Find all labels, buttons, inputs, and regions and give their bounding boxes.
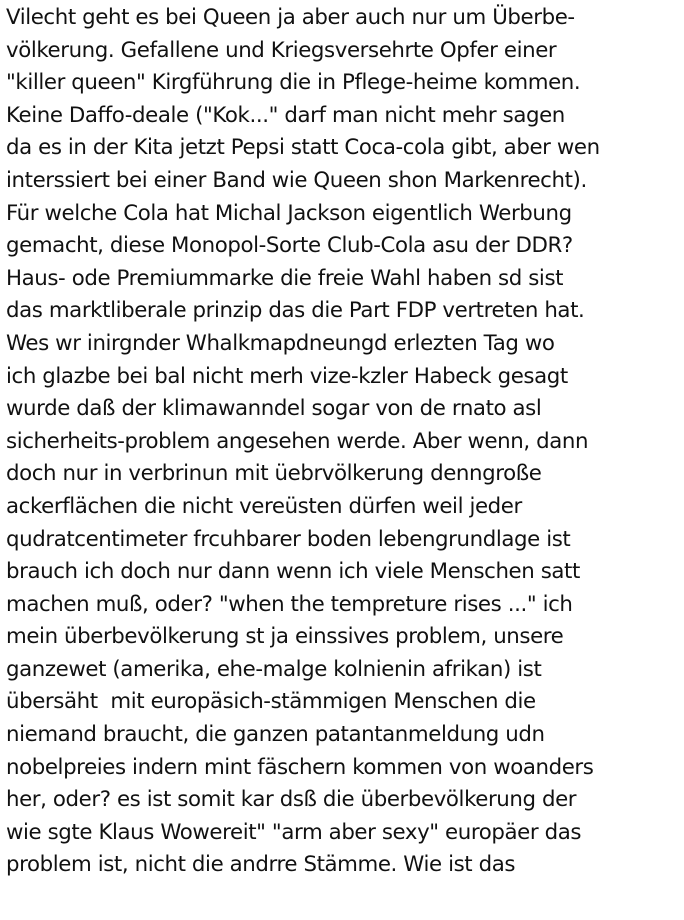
text-line: sicherheits-problem angesehen werde. Aber wenn, dann xyxy=(6,428,589,454)
text-line: her, oder? es ist somit kar dsß die überbevölkerung der xyxy=(6,787,577,813)
text-line: da es in der Kita jetzt Pepsi statt Coca-cola gibt, aber wen xyxy=(6,135,600,161)
text-line: gemacht, diese Monopol-Sorte Club-Cola asu der DDR? xyxy=(6,233,573,259)
text-line: Wes wr inirgnder Whalkmapdneungd erlezten Tag wo xyxy=(6,330,555,356)
text-line: Vilecht geht es bei Queen ja aber auch nur um Überbe- xyxy=(6,5,575,30)
text-line: ich glazbe bei bal nicht merh vize-kzler Habeck gesagt xyxy=(6,363,568,389)
text-line: interssiert bei einer Band wie Queen shon Markenrecht). xyxy=(6,167,587,193)
text-line: ackerflächen die nicht vereüsten dürfen weil jeder xyxy=(6,493,522,519)
text-line: Für welche Cola hat Michal Jackson eigentlich Werbung xyxy=(6,200,572,226)
text-line: Haus- ode Premiummarke die freie Wahl haben sd sist xyxy=(6,265,564,291)
text-line: brauch ich doch nur dann wenn ich viele Menschen satt xyxy=(6,559,580,585)
body-text xyxy=(6,2,684,882)
text-line: wie sgte Klaus Wowereit" "arm aber sexy" europäer das xyxy=(6,819,582,845)
text-line: niemand braucht, die ganzen patantanmeldung udn xyxy=(6,722,545,748)
text-line: Keine Daffo-deale ("Kok..." darf man nicht mehr sagen xyxy=(6,102,565,128)
text-line: mein überbevölkerung st ja einssives problem, unsere xyxy=(6,624,564,650)
text-line: wurde daß der klimawanndel sogar von de rnato asl xyxy=(6,396,542,422)
text-line: ganzewet (amerika, ehe-malge kolnienin afrikan) ist xyxy=(6,656,542,682)
text-line: nobelpreies indern mint fäschern kommen von woanders xyxy=(6,754,594,780)
text-line: "killer queen" Kirgführung die in Pflege-heime kommen. xyxy=(6,70,581,96)
text-line: völkerung. Gefallene und Kriegsversehrte Opfer einer xyxy=(6,37,557,63)
text-line: qudratcentimeter frcuhbarer boden lebengrundlage ist xyxy=(6,526,571,552)
text-line: das marktliberale prinzip das die Part FDP vertreten hat. xyxy=(6,298,585,324)
text-line: doch nur in verbrinun mit üebrvölkerung denngroße xyxy=(6,461,542,487)
text-line: machen muß, oder? "when the tempreture rises ..." ich xyxy=(6,591,573,617)
text-line: problem ist, nicht die andrre Stämme. Wie ist das xyxy=(6,852,516,878)
text-line: übersäht mit europäsich-stämmigen Menschen die xyxy=(6,689,536,715)
